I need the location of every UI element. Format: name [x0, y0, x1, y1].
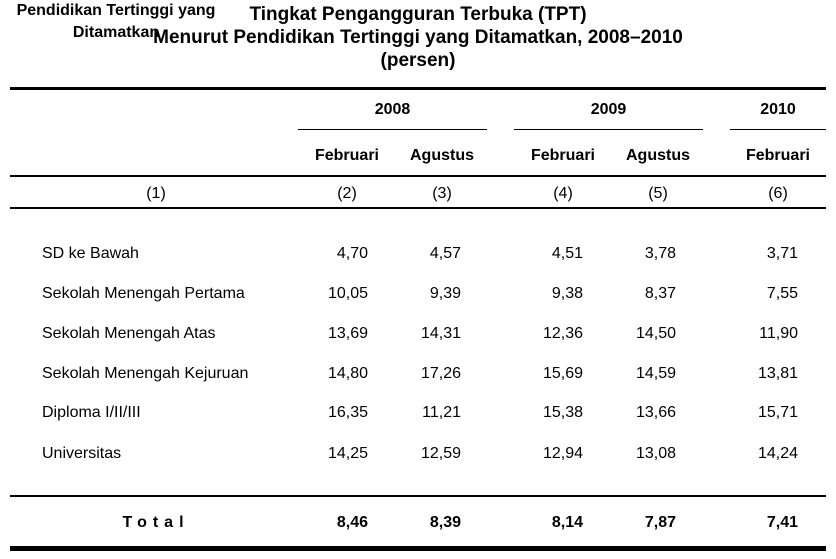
header-year-2010: 2010: [760, 101, 796, 118]
table-subtitle: Menurut Pendidikan Tertinggi yang Ditamatkan, 2008–2010: [153, 27, 683, 48]
total-value: 8,14: [551, 514, 583, 531]
table-unit: (persen): [380, 50, 456, 71]
column-number-rule: [10, 207, 826, 209]
year-2008-underline: [298, 129, 487, 130]
cell-value: 12,59: [420, 445, 461, 462]
cell-value: 7,55: [766, 285, 798, 302]
top-rule: [10, 87, 826, 90]
cell-value: 9,38: [551, 285, 583, 302]
column-number-4: (4): [553, 185, 573, 202]
header-month-2009-aug: Agustus: [626, 147, 690, 164]
cell-value: 15,69: [542, 365, 583, 382]
cell-value: 4,57: [429, 245, 461, 262]
cell-value: 15,71: [757, 404, 798, 421]
cell-value: 8,37: [644, 285, 676, 302]
row-label: Sekolah Menengah Pertama: [42, 285, 245, 302]
header-education: Pendidikan Tertinggi yang Ditamatkan: [16, 2, 216, 41]
table-title: Tingkat Pengangguran Terbuka (TPT): [249, 4, 587, 25]
cell-value: 14,50: [635, 325, 676, 342]
cell-value: 12,94: [542, 445, 583, 462]
column-number-3: (3): [432, 185, 452, 202]
total-rule: [10, 495, 826, 497]
cell-value: 16,35: [327, 404, 368, 421]
row-label: Universitas: [42, 445, 122, 462]
cell-value: 10,05: [327, 285, 368, 302]
cell-value: 11,21: [422, 404, 461, 421]
cell-value: 14,80: [327, 365, 368, 382]
cell-value: 15,38: [542, 404, 583, 421]
cell-value: 3,71: [766, 245, 798, 262]
cell-value: 13,69: [327, 325, 368, 342]
year-2010-underline: [730, 129, 826, 130]
header-rule: [10, 175, 826, 177]
cell-value: 13,08: [635, 445, 676, 462]
cell-value: 4,51: [551, 245, 583, 262]
header-month-2009-feb: Februari: [530, 147, 595, 164]
cell-value: 13,81: [757, 365, 798, 382]
column-number-2: (2): [337, 185, 357, 202]
cell-value: 17,26: [420, 365, 461, 382]
header-month-2008-aug: Agustus: [410, 147, 474, 164]
cell-value: 4,70: [336, 245, 368, 262]
total-value: 8,39: [429, 514, 461, 531]
cell-value: 14,59: [635, 365, 676, 382]
bottom-rule: [10, 546, 826, 551]
cell-value: 3,78: [644, 245, 676, 262]
column-number-1: (1): [146, 185, 166, 202]
row-label: Sekolah Menengah Kejuruan: [42, 365, 249, 382]
cell-value: 14,25: [327, 445, 368, 462]
column-number-6: (6): [768, 185, 788, 202]
cell-value: 12,36: [542, 325, 583, 342]
cell-value: 9,39: [429, 285, 461, 302]
total-value: 7,41: [766, 514, 798, 531]
cell-value: 14,24: [757, 445, 798, 462]
row-label: Diploma I/II/III: [42, 404, 141, 421]
cell-value: 11,90: [759, 325, 798, 342]
total-value: 7,87: [644, 514, 676, 531]
header-year-2009: 2009: [590, 101, 627, 118]
header-month-2010-feb: Februari: [745, 147, 810, 164]
year-2009-underline: [514, 129, 703, 130]
cell-value: 14,31: [420, 325, 461, 342]
cell-value: 13,66: [635, 404, 676, 421]
column-number-5: (5): [648, 185, 668, 202]
total-label: Total: [122, 514, 190, 531]
total-value: 8,46: [336, 514, 368, 531]
row-label: Sekolah Menengah Atas: [42, 325, 216, 342]
header-year-2008: 2008: [374, 101, 411, 118]
row-label: SD ke Bawah: [42, 245, 139, 262]
header-month-2008-feb: Februari: [314, 147, 379, 164]
